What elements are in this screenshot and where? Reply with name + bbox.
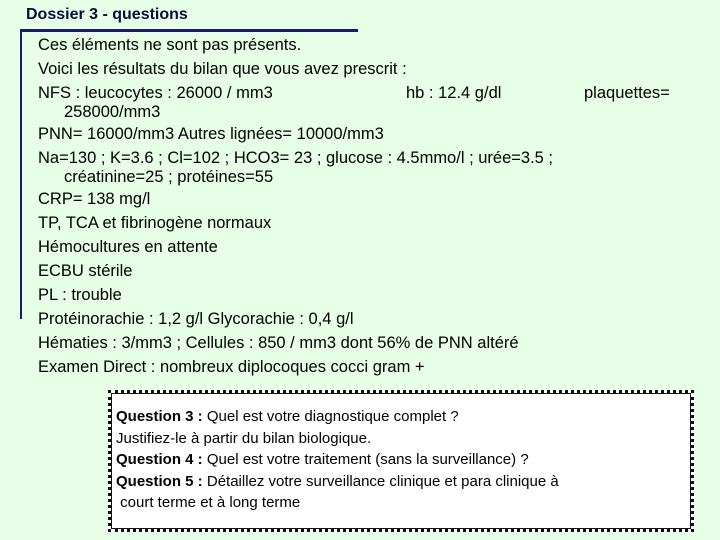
question-3 (116, 406, 676, 428)
question-4-text: Quel est votre traitement (sans la surveillance) ? (202, 451, 529, 469)
question-5-text: Détaillez votre surveillance clinique et para clinique à (202, 472, 559, 490)
question-4-label: Question 4 : (116, 451, 203, 469)
ionogram-line: Na=130 ; K=3.6 ; Cl=102 ; HCO3= 23 ; glucose : 4.5mmo/l ; urée=3.5 ; (38, 149, 554, 167)
ionogram-continuation: créatinine=25 ; protéines=55 (64, 168, 274, 186)
pl-line: PL : trouble (38, 286, 122, 304)
ecbu-line: ECBU stérile (38, 262, 133, 280)
nfs-continuation: 258000/mm3 (64, 103, 161, 121)
crp-line: CRP= 138 mg/l (38, 190, 151, 208)
pnn-line: PNN= 16000/mm3 Autres lignées= 10000/mm3 (38, 125, 384, 143)
hemocultures-line: Hémocultures en attente (38, 238, 218, 256)
questions-text (116, 406, 676, 514)
question-3-text: Quel est votre diagnostique complet ? (202, 408, 459, 425)
intro-line-1: Ces éléments ne sont pas présents. (38, 36, 302, 54)
proteinorachie-line: Protéinorachie : 1,2 g/l Glycorachie : 0,4 g/l (38, 310, 354, 328)
question-5 (116, 471, 676, 493)
nfs-leucocytes: NFS : leucocytes : 26000 / mm3 (38, 84, 273, 102)
nfs-line (38, 81, 713, 105)
hematies-line: Hématies : 3/mm3 ; Cellules : 850 / mm3 dont 56% de PNN altéré (38, 334, 519, 352)
examen-direct-line: Examen Direct : nombreux diplocoques cocci gram + (38, 358, 425, 376)
question-5-line-2: court terme et à long terme (116, 494, 301, 512)
question-5-label: Question 5 : (116, 472, 203, 490)
question-4 (116, 449, 676, 471)
page-title: Dossier 3 - questions (26, 6, 188, 23)
nfs-hb: hb : 12.4 g/dl (406, 84, 502, 102)
results-list (38, 33, 713, 379)
question-3-label: Question 3 : (116, 408, 203, 425)
left-border-line (20, 29, 22, 319)
hemostase-line: TP, TCA et fibrinogène normaux (38, 214, 272, 232)
question-3-line-2: Justifiez-le à partir du bilan biologique. (116, 429, 372, 447)
nfs-plaquettes: plaquettes= (584, 84, 670, 102)
title-underline (20, 29, 358, 32)
intro-line-2: Voici les résultats du bilan que vous avez prescrit : (38, 60, 407, 78)
